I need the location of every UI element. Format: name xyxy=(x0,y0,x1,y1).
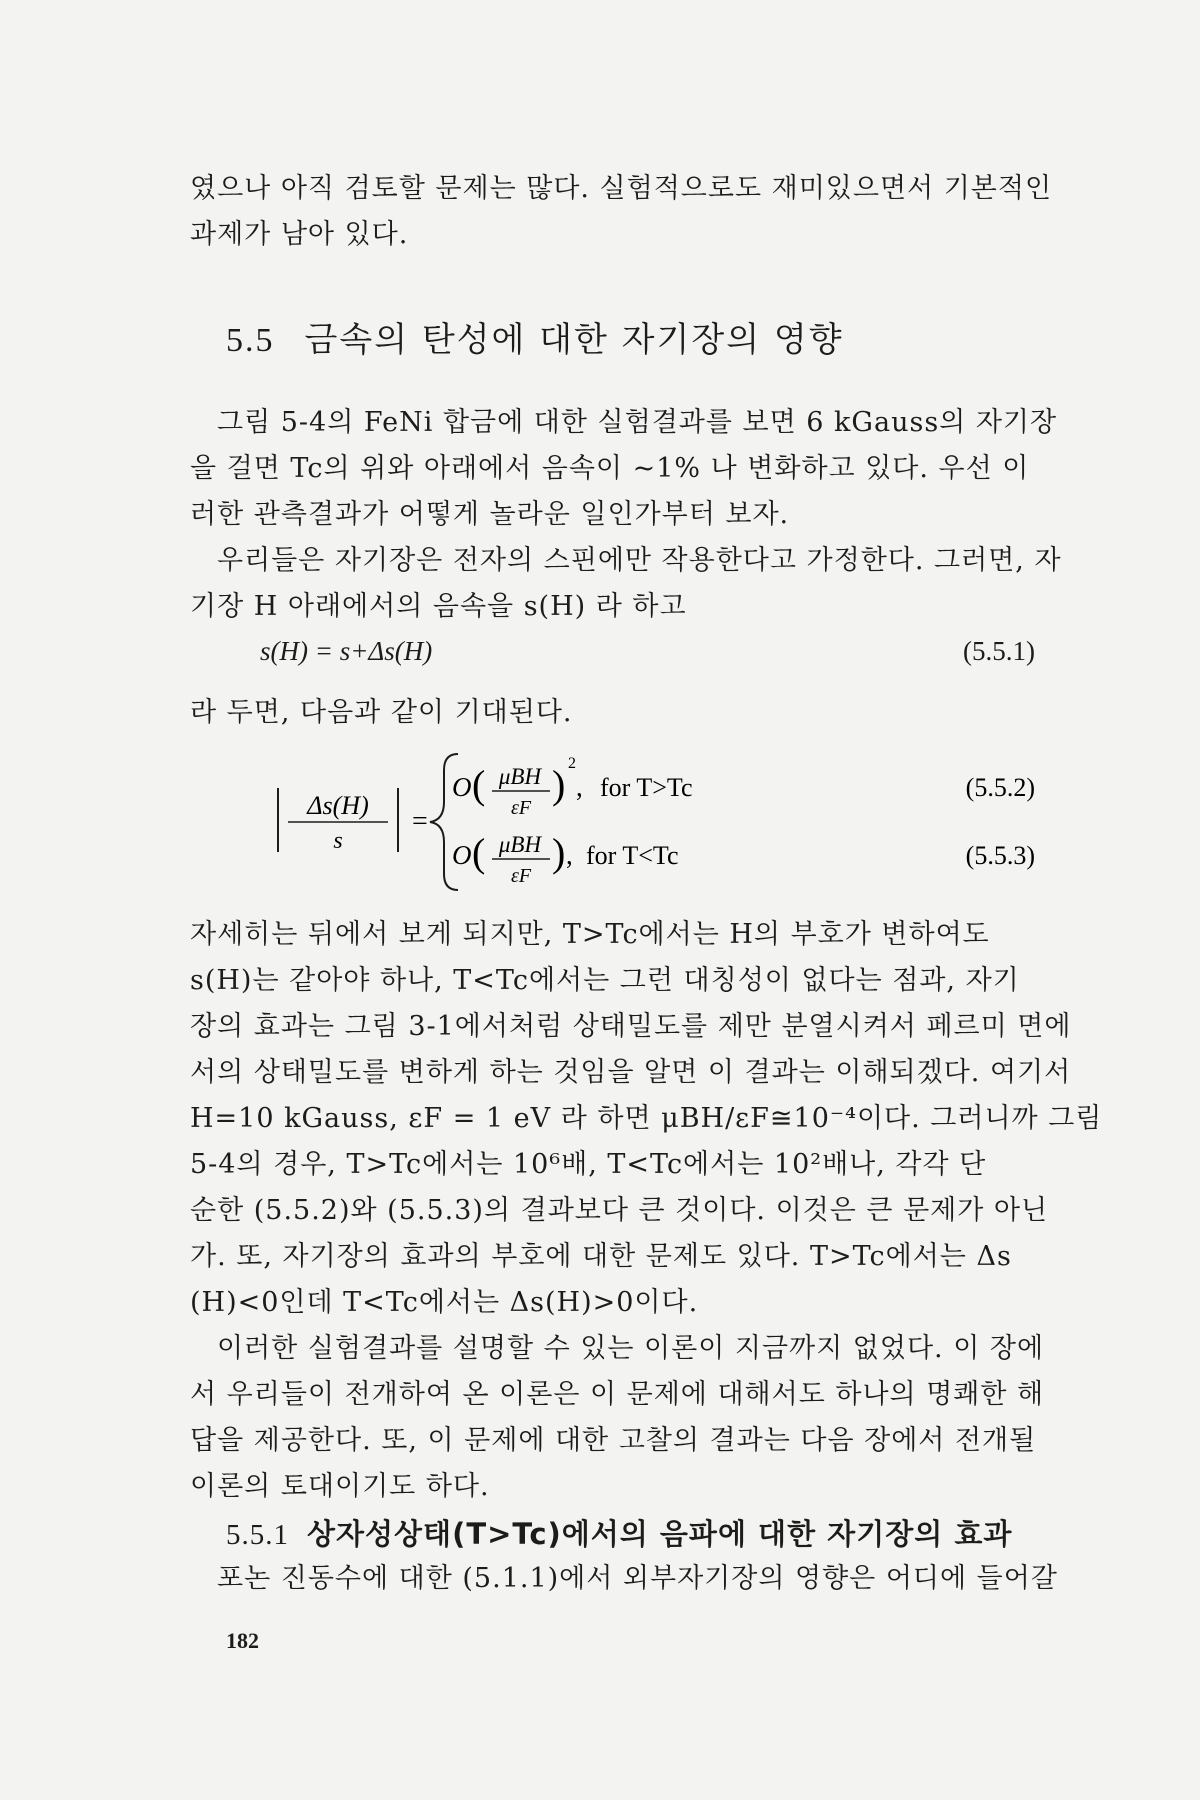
text-line: 자세히는 뒤에서 보게 되지만, T>Tc에서는 H의 부호가 변하여도 xyxy=(190,919,990,950)
text-line: 서 우리들이 전개하여 온 이론은 이 문제에 대해서도 하나의 명쾌한 해 xyxy=(190,1379,1045,1410)
text-line: 순한 (5.5.2)와 (5.5.3)의 결과보다 큰 것이다. 이것은 큰 문제가 아닌 xyxy=(190,1195,1049,1226)
text-line: 러한 관측결과가 어떻게 놀라운 일인가부터 보자. xyxy=(190,499,790,530)
paragraph-1 xyxy=(190,400,1070,538)
text-line: 장의 효과는 그림 3-1에서처럼 상태밀도를 제만 분열시켜서 페르미 면에 xyxy=(190,1011,1072,1042)
page-number: 182 xyxy=(226,1628,259,1653)
text-line: 포논 진동수에 대한 (5.1.1)에서 외부자기장의 영향은 어디에 들어갈 xyxy=(217,1563,1058,1594)
case1-numerator: μBH xyxy=(498,764,542,789)
case2-numerator: μBH xyxy=(498,832,542,857)
text-line: 서의 상태밀도를 변하게 하는 것임을 알면 이 결과는 이해되겠다. 여기서 xyxy=(190,1057,1072,1088)
case1-paren-right: ) xyxy=(552,762,566,807)
case1-exponent: 2 xyxy=(568,755,576,772)
case2-paren-left: ( xyxy=(472,830,486,875)
section-heading xyxy=(226,312,844,361)
case1-condition: for T>Tc xyxy=(600,773,693,802)
text-line: H=10 kGauss, εF = 1 eV 라 하면 μBH/εF≅10⁻⁴이다. 그러니까 그림 xyxy=(190,1103,1103,1134)
paragraph-6 xyxy=(190,1556,1070,1602)
case1-comma: , xyxy=(576,772,583,802)
paragraph-4 xyxy=(190,912,1103,1326)
text-line: 이러한 실험결과를 설명할 수 있는 이론이 지금까지 없었다. 이 장에 xyxy=(217,1333,1045,1364)
text-line: 이론의 토대이기도 하다. xyxy=(190,1471,490,1502)
paragraph-3 xyxy=(190,690,1070,736)
section-title: 금속의 탄성에 대한 자기장의 영향 xyxy=(304,320,844,360)
equation-number-5-5-2: (5.5.2) xyxy=(965,773,1035,802)
text-line: 가. 또, 자기장의 효과의 부호에 대한 문제도 있다. T>Tc에서는 Δs xyxy=(190,1241,1012,1272)
lhs-denominator: s xyxy=(333,828,343,854)
piecewise-equation xyxy=(190,740,1070,910)
equation-number-5-5-3: (5.5.3) xyxy=(965,841,1035,870)
case1-denominator: εF xyxy=(510,797,532,819)
continuation-paragraph xyxy=(190,166,1070,258)
paragraph-2 xyxy=(190,538,1070,630)
text-line: 였으나 아직 검토할 문제는 많다. 실험적으로도 재미있으면서 기본적인 xyxy=(190,173,1053,204)
case2-condition: for T<Tc xyxy=(586,841,679,870)
case1-paren-left: ( xyxy=(472,762,486,807)
text-line: 라 두면, 다음과 같이 기대된다. xyxy=(190,697,573,728)
paragraph-5 xyxy=(190,1326,1070,1510)
case2-paren-right: ) xyxy=(552,830,566,875)
text-line: 기장 H 아래에서의 음속을 s(H) 라 하고 xyxy=(190,591,687,622)
equation-number: (5.5.1) xyxy=(963,636,1035,666)
text-line: 5-4의 경우, T>Tc에서는 10⁶배, T<Tc에서는 10²배나, 각각 단 xyxy=(190,1149,987,1180)
equation-5-5-1 xyxy=(190,636,1070,676)
text-line: (H)<0인데 T<Tc에서는 Δs(H)>0이다. xyxy=(190,1287,699,1318)
text-line: 우리들은 자기장은 전자의 스핀에만 작용한다고 가정한다. 그러면, 자 xyxy=(217,545,1062,576)
equation-expression: s(H) = s+Δs(H) xyxy=(260,636,433,666)
subsection-title: 상자성상태(T>Tc)에서의 음파에 대한 자기장의 효과 xyxy=(307,1517,1013,1551)
equals-sign: = xyxy=(412,806,428,837)
text-line: 을 걸면 Tc의 위와 아래에서 음속이 ~1% 나 변화하고 있다. 우선 이 xyxy=(190,453,1030,484)
case1-order-symbol: O xyxy=(452,772,472,802)
subsection-heading xyxy=(226,1512,1012,1553)
text-line: 답을 제공한다. 또, 이 문제에 대한 고찰의 결과는 다음 장에서 전개될 xyxy=(190,1425,1037,1456)
text-line: s(H)는 같아야 하나, T<Tc에서는 그런 대칭성이 없다는 점과, 자기 xyxy=(190,965,1020,996)
case2-comma: , xyxy=(566,840,573,870)
text-line: 그림 5-4의 FeNi 합금에 대한 실험결과를 보면 6 kGauss의 자기장 xyxy=(217,407,1058,438)
case2-order-symbol: O xyxy=(452,840,472,870)
subsection-number: 5.5.1 xyxy=(226,1519,289,1551)
case2-denominator: εF xyxy=(510,865,532,887)
lhs-numerator: Δs(H) xyxy=(307,791,369,820)
text-line: 과제가 남아 있다. xyxy=(190,219,409,250)
section-number: 5.5 xyxy=(226,322,275,359)
